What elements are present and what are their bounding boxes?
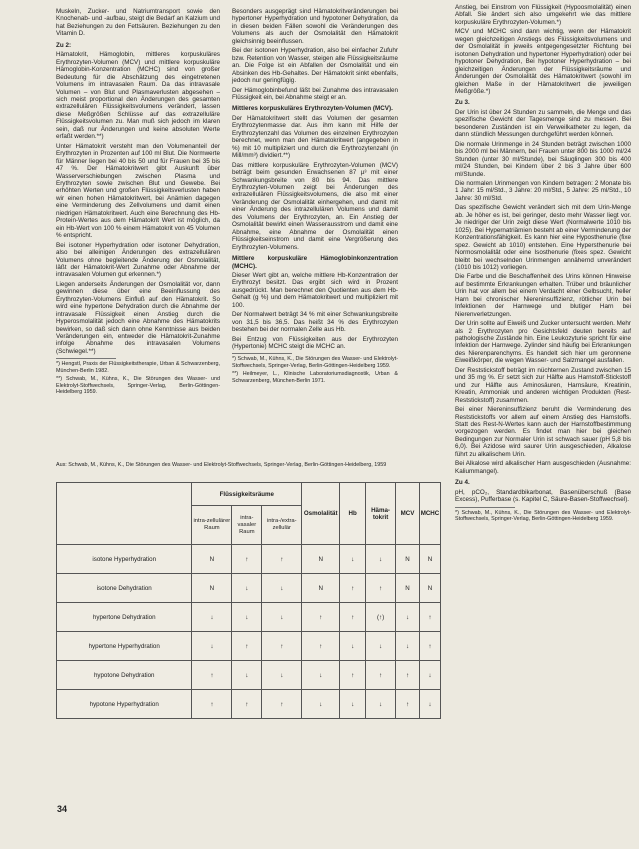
table-row bbox=[57, 545, 441, 574]
table-cell: ↓ bbox=[366, 632, 396, 661]
subheader-intracellular: intra-zellulärer Raum bbox=[192, 506, 232, 545]
table-cell: (↑) bbox=[366, 603, 396, 632]
paragraph: Bei einer Niereninsuffizienz beruht die Verminderung des Reststickstoffs vor allem auf einem Anstieg des Harnstoffs. Statt des Rest-N-Wertes kann auch der Harnstoffbestimmung vorgezogen werden. Es findet man hier bei gleichen Bedingungen zur Normaler Urin ist schwach sauer (pH 5,8 bis 6,0). Bei Azidose wird saurer Urin ausgeschieden, Alkalose führt zu alkalischem Urin. bbox=[455, 406, 631, 458]
paragraph: Bei Entzug von Flüssigkeiten aus der Erythrozyten (Hypertonie) MCHC steigt die MCHC an. bbox=[232, 335, 398, 351]
table-cell: ↑ bbox=[366, 574, 396, 603]
subheader-intravascular: intra-vasaler Raum bbox=[232, 506, 262, 545]
table-cell: N bbox=[396, 545, 420, 574]
paragraph: Der Hämoglobinbefund läßt bei Zunahme des intravasalen Flüssigkeit ein, bei Abnahme steigt er an. bbox=[232, 86, 398, 101]
paragraph: pH, pCO₂, Standardbikarbonat, Basenüberschuß (Base Excess), Pufferbase (s. Kapitel C, Säure-Basen-Stoffwechsel). bbox=[455, 488, 631, 504]
table-row bbox=[57, 690, 441, 719]
table-cell: ↓ bbox=[262, 603, 302, 632]
table-cell: ↑ bbox=[340, 574, 366, 603]
table-cell: ↓ bbox=[192, 632, 232, 661]
table-cell: ↑ bbox=[396, 661, 420, 690]
table-cell: ↓ bbox=[232, 661, 262, 690]
table-cell: ↓ bbox=[232, 603, 262, 632]
paragraph: Der Hämatokritwert stellt das Volumen der gesamten Erythrozytenmasse dar. Aus ihm kann mit Hilfe der Erythrozytenzahl das Volumen des einzelnen Erythrozyten berechnet, wenn man den Hämatokritwert (angegeben in %) mit 10 multipliziert und durch die Erythrozytenzahl (in Mill/mm³) dividiert.**) bbox=[232, 114, 398, 160]
table-cell: ↓ bbox=[262, 574, 302, 603]
paragraph: Unter Hämatokrit versteht man den Volumenanteil der Erythrozyten in Prozenten auf 100 ml Blut. Die Normwerte für Männer liegen bei 40 bis 50 und für Frauen bei 35 bis 47 %. Der Hämatokritwert gibt Auskunft über Wasserverschiebungen zwischen Plasma und Erythrozyten sowie zwischen Blut und Gewebe. Bei erhöhten Werten und großen Flüssigkeitsverlusten haben wir einen hohen Hämatokritwert, bei Anämien dagegen eine Verminderung des Zellvolumens und damit einen niedrigen Hämatokritwert. Auch eine Berechnung des Hb-Protein-Wertes aus dem Hämatokrit Wert ist möglich, da ein Hb-Wert von 100 % einem Hämatokrit von 45 Volumen % entspricht. bbox=[56, 142, 220, 240]
subheader-interstitial: intra-/extra-zellulär bbox=[262, 506, 302, 545]
table-cell: N bbox=[192, 545, 232, 574]
paragraph: Die Farbe und die Beschaffenheit des Urins können Hinweise auf bestimmte Erkrankungen erhalten. Trüber und bräunlicher Urin hat vor allem bei einem Verdacht einer Gelbsucht, heller Harn bei chronischer Niereninsuffizienz, rötlicher Urin bei Infektionen der Harnwege und blutiger Harn bei Nierenverletzungen. bbox=[455, 273, 631, 318]
table-cell: ↑ bbox=[262, 632, 302, 661]
paragraph: Liegen anderseits Änderungen der Osmolalität vor, dann gewinnen diese über eine Beeinflussung des Erythrozyten-Volumens Einfluß auf den Hämatokrit. So wird eine hypertone Dehydration durch die Abnahme der intravasale Flüssigkeit einen Anstieg durch die Hyperosmolalität jedoch eine Abnahme des Hämatokrits bewirken, so daß sich dann ohne Kenntnisse aus beiden Veränderungen ein, entweder die Hämatokrit-Zunahme infolge Abnahme des intravasalen Volumens (Schwiegel.**) bbox=[56, 280, 220, 355]
table-cell: N bbox=[419, 545, 440, 574]
header-osmolality: Osmolalität bbox=[302, 483, 340, 545]
table-source-note: Aus: Schwab, M., Kühns, K., Die Störungen des Wasser- und Elektrolyt-Stoffwechsels, Springer-Verlag, Berlin-Göttingen-Heidelberg, 1959 bbox=[56, 462, 387, 468]
table-cell: ↓ bbox=[396, 603, 420, 632]
table-cell: ↓ bbox=[340, 545, 366, 574]
table-cell: ↑ bbox=[192, 661, 232, 690]
section-heading: Mittlere korpuskuläre Hämoglobinkonzentration (MCHC). bbox=[232, 255, 398, 270]
footnote: *) Schwab, M., Kühns, K., Die Störungen des Wasser- und Elektrolyt-Stoffwechsels, Springer-Verlag, Berlin-Göttingen-Heidelberg 1959. bbox=[232, 356, 398, 369]
paragraph: Hämatokrit, Hämoglobin, mittleres korpuskuläres Erythrozyten-Volumen (MCV) und mittlere korpuskuläre Hämoglobin-Konzentration (MCHC) sind von großer Bedeutung für die Abschätzung des eingetretenen Volumens im intravasalen Raum. Da das intravasale Volumen – von Blut und Plasmaverlusten abgesehen – sich meist proportional den Änderungen des gesamten extrazellulären Flüssigkeitsvolumens verändert, lassen diese Meßgrößen Schlüsse auf das extrazelluläre Flüssigkeitsvolumen zu. Man muß sich jedoch im klaren sein, daß nur Änderungen und keine absoluten Werte erfaßt werden.**) bbox=[56, 51, 220, 141]
header-fluid-spaces: Flüssigkeitsräume bbox=[192, 483, 302, 506]
table-cell: ↓ bbox=[302, 690, 340, 719]
text-column-3 bbox=[455, 4, 631, 522]
table-cell: ↑ bbox=[396, 690, 420, 719]
paragraph: Der Urin ist über 24 Stunden zu sammeln, die Menge und das spezifische Gewicht der Tagesmenge sind zu messen. Bei besonderen Zuständen ist ein Verweilkatheter zu legen, da dann stündlich Messungen durchgeführt werden können. bbox=[455, 108, 631, 139]
table-cell: ↑ bbox=[232, 632, 262, 661]
table-row bbox=[57, 632, 441, 661]
table-row bbox=[57, 603, 441, 632]
footnote-rule bbox=[455, 507, 515, 508]
table-cell: ↓ bbox=[192, 603, 232, 632]
paragraph: Die normalen Urinmengen von Kindern betragen: 2 Monate bis 1 Jahr: 15 ml/Std., 3 Jahre: 20 ml/Std., 5 Jahre: 25 ml/Std., 10 Jahre: 30 ml/Std. bbox=[455, 179, 631, 202]
footnote: **) Heilmeyer, L., Klinische Laboratoriumsdiagnostik, Urban & Schwarzenberg, München-Berlin 1971. bbox=[232, 371, 398, 384]
table-cell: ↓ bbox=[366, 545, 396, 574]
paragraph: Anstieg, bei Einstrom von Flüssigkeit (Hypoosmolalität) einen Abfall. Sie ändert sich also umgekehrt wie das mittlere korpuskuläre Erythrozyten-Volumen.*) bbox=[455, 4, 631, 26]
section-heading: Zu 3. bbox=[455, 99, 470, 107]
footnote: **) Schwab, M., Kühns, K., Die Störungen des Wasser- und Elektrolyt-Stoffwechsels, Springer-Verlag, Berlin-Göttingen-Heidelberg 1959. bbox=[56, 376, 220, 396]
table-cell: ↓ bbox=[419, 661, 440, 690]
header-mchc: MCHC bbox=[419, 483, 440, 545]
paragraph: Bei Alkalose wird alkalischer Harn ausgeschieden (Ausnahme: Kaliummangel). bbox=[455, 460, 631, 475]
header-mcv: MCV bbox=[396, 483, 420, 545]
table-cell: ↑ bbox=[340, 603, 366, 632]
table-cell: ↑ bbox=[262, 545, 302, 574]
paragraph: Muskeln, Zucker- und Natriumtransport sowie den Knochenab- und -aufbau, steigt die Bedarf an Kalzium und hat Beziehungen zu den Fettsäuren. Beziehungen zu den Vitamin D. bbox=[56, 8, 220, 38]
table-cell: ↑ bbox=[192, 690, 232, 719]
paragraph: MCV und MCHC sind dann wichtig, wenn der Hämatokrit wegen gleichzeitigen Anstiegs des Flüssigkeitsvolumens und der Osmolalität in jeweils entgegengesetzter Richtung bei isotonen Dehydration und hypertoner Hyperhydration) oder bei hypotoner Dehydration, Bei hypotoner Hyperhydration – bei gleichzeitigen Änderungen der Flüssigkeitsräume und Änderungen der Osmolalität des Hämatokritwert (sowohl im gleichen Maße in der Hämatokritwert die jeweiligen Meßgröße.*) bbox=[455, 28, 631, 95]
section-heading: Zu 4. bbox=[455, 479, 470, 487]
paragraph: Der Normalwert beträgt 34 % mit einer Schwankungsbreite von 31,5 bis 36,5. Das heißt 34 % des Erythrozyten bestehen bei der normalen Zelle aus Hb. bbox=[232, 311, 398, 334]
table-cell: N bbox=[419, 574, 440, 603]
table-cell: ↓ bbox=[340, 690, 366, 719]
header-hb: Hb bbox=[340, 483, 366, 545]
row-label: hypotone Hyperhydration bbox=[57, 690, 192, 719]
table-cell: N bbox=[302, 574, 340, 603]
section-heading: Mittleres korpuskuläres Erythrozyten-Volumen (MCV). bbox=[232, 105, 393, 113]
footnote: *) Schwab, M., Kühns, K., Die Störungen des Wasser- und Elektrolyt-Stoffwechsels, Springer-Verlag, Berlin-Göttingen-Heidelberg 1959. bbox=[455, 509, 631, 522]
table-cell: ↓ bbox=[262, 661, 302, 690]
paragraph: Bei isotoner Hyperhydration oder isotoner Dehydration, also bei alleinigen Änderungen des extrazellulären Volumens ohne begleitende Änderung der Osmolalität, läßt der Hämatokrit-Wert Zunahme oder Abnahme der intravasalen Volumen gut erkennen.*) bbox=[56, 241, 220, 279]
table-row bbox=[57, 661, 441, 690]
text-column-1 bbox=[56, 8, 220, 395]
page-number: 34 bbox=[57, 804, 68, 814]
table-cell: ↑ bbox=[419, 603, 440, 632]
paragraph: Dieser Wert gibt an, welche mittlere Hb-Konzentration der Erythrozyt besitzt. Das ergibt sich wird in Prozent ausgedrückt. Man berechnet den Quotienten aus dem Hb-Gehalt (g %) und dem Hämatokritwert und multipliziert mit 100. bbox=[232, 271, 398, 309]
table-cell: ↓ bbox=[366, 690, 396, 719]
table-cell: ↓ bbox=[396, 632, 420, 661]
paragraph: Der Urin sollte auf Eiweiß und Zucker untersucht werden. Mehr als 2 Erythrozyten pro Gesichtsfeld deuten bereits auf pathologische Zustände hin. Eine Leukozyturie spricht für eine Infektion der Harnwege. Zylinder sind häufig bei Erkrankungen des Nierenparenchyms. Es handelt sich hier um geronnene Eiweißkörper, die wegen Wasser- und Salzmangel ausfallen. bbox=[455, 320, 631, 365]
section-heading: Zu 2: bbox=[56, 41, 72, 49]
row-label: hypertone Hyperhydration bbox=[57, 632, 192, 661]
table-cell: ↑ bbox=[262, 690, 302, 719]
table-cell: ↑ bbox=[302, 632, 340, 661]
table-cell: N bbox=[192, 574, 232, 603]
paragraph: Der Reststickstoff beträgt im nüchternen Zustand zwischen 15 und 35 mg %. Er setzt sich zur Hälfte aus Harnstoff-Stickstoff und zur Hälfte aus Aminosäuren, Harnsäure, Kreatinin, Kreatin, Ammoniak und anderen wichtigen Produkten (Rest-Reststickstoff) zusammen. bbox=[455, 366, 631, 404]
table-cell: N bbox=[302, 545, 340, 574]
paragraph: Besonders ausgeprägt sind Hämatokritveränderungen bei hypertoner Hyperhydration und hypotoner Dehydration, da in diesen beiden Fällen sowohl die Veränderungen des Volumens als auch der Osmolalität den Hämatokrit gleichsinnig beeinflussen. bbox=[232, 8, 398, 45]
paragraph: Das mittlere korpuskuläre Erythrozyten-Volumen (MCV) beträgt beim gesunden Erwachsenen 87 µ³ mit einer Schwankungsbreite von 80 bis 94. Das mittlere Erythrozyten-Volumen zeigt bei Änderungen des extrazellulären Flüssigkeitsvolumens, die also mit einer Veränderung der Osmolalität einhergehen, und damit mit einer Änderung des intrazellulären Volumens und damit des Volumens der Erythrozyten, an. Ein Anstieg der Osmolalität bewirkt einen Wasserausstrom und damit eine Abnahme, eine Abnahme der Osmolalität einen Flüssigkeitseinstrom und damit eine Vergrößerung des Erythrozyten-Volumens. bbox=[232, 161, 398, 251]
table-corner bbox=[57, 483, 192, 545]
row-label: hypotone Dehydration bbox=[57, 661, 192, 690]
paragraph: Bei der isotonen Hyperhydration, also bei einfacher Zufuhr bzw. Retention von Wasser, steigen alle Flüssigkeitsräume an. Die Folge ist ein Abfallen der Osmolalität und ein Absinken des Hb-Gehaltes. Der Hämatokrit sinkt ebenfalls, jedoch nur geringfügig. bbox=[232, 47, 398, 85]
table-cell: ↓ bbox=[232, 574, 262, 603]
header-hematocrit: Häma-tokrit bbox=[366, 483, 396, 545]
row-label: isotone Hyperhydration bbox=[57, 545, 192, 574]
table-cell: ↑ bbox=[419, 632, 440, 661]
row-label: hypertone Dehydration bbox=[57, 603, 192, 632]
footnote-rule bbox=[56, 358, 116, 359]
table-cell: ↓ bbox=[419, 690, 440, 719]
table-cell: ↑ bbox=[366, 661, 396, 690]
table-cell: ↓ bbox=[340, 632, 366, 661]
table-cell: ↑ bbox=[232, 545, 262, 574]
fluid-balance-table bbox=[56, 482, 441, 719]
paragraph: Das spezifische Gewicht verändert sich mit dem Urin-Menge ab. Je höher es ist, bei geringer, desto mehr Wasser liegt vor. Je niedriger der Urin zeigt diese Wert (Normalwerte 1010 bis 1025). Bei Hypernatriämien besteht ab einer Verminderung der Konzentrationsfähigkeit. Es kann hier eine Hyposthenurie (fixe spez. Gewicht ab 1010) entstehen. Eine Hypersthenurie bei Normosmolalität oder eine Isosthenurie (fixes spez. Gewicht bleibt bei wechselnden Urinmengen annähernd unverändert (1010 bis 1012) vorliegen. bbox=[455, 204, 631, 271]
footnote-rule bbox=[232, 353, 292, 354]
paragraph: Die normale Urinmenge in 24 Stunden beträgt zwischen 1000 bis 2000 ml bei Männern, bei Frauen unter 800 bis 1000 ml/24 Stunden (unter 30 ml/Stunde), bei Säuglingen 300 bis 400 ml/24 Stunden, bei Kindern über 2 bis 3 Jahre über 600 ml/Stunde. bbox=[455, 140, 631, 178]
table-cell: N bbox=[396, 574, 420, 603]
table-cell: ↑ bbox=[302, 603, 340, 632]
table-cell: ↓ bbox=[302, 661, 340, 690]
table-row bbox=[57, 574, 441, 603]
footnote: *) Hengstl, Praxis der Flüssigkeitstherapie, Urban & Schwarzenberg, München-Berlin 1982. bbox=[56, 361, 220, 374]
row-label: isotone Dehydration bbox=[57, 574, 192, 603]
table-cell: ↑ bbox=[232, 690, 262, 719]
table-cell: ↑ bbox=[340, 661, 366, 690]
text-column-2 bbox=[232, 8, 398, 384]
